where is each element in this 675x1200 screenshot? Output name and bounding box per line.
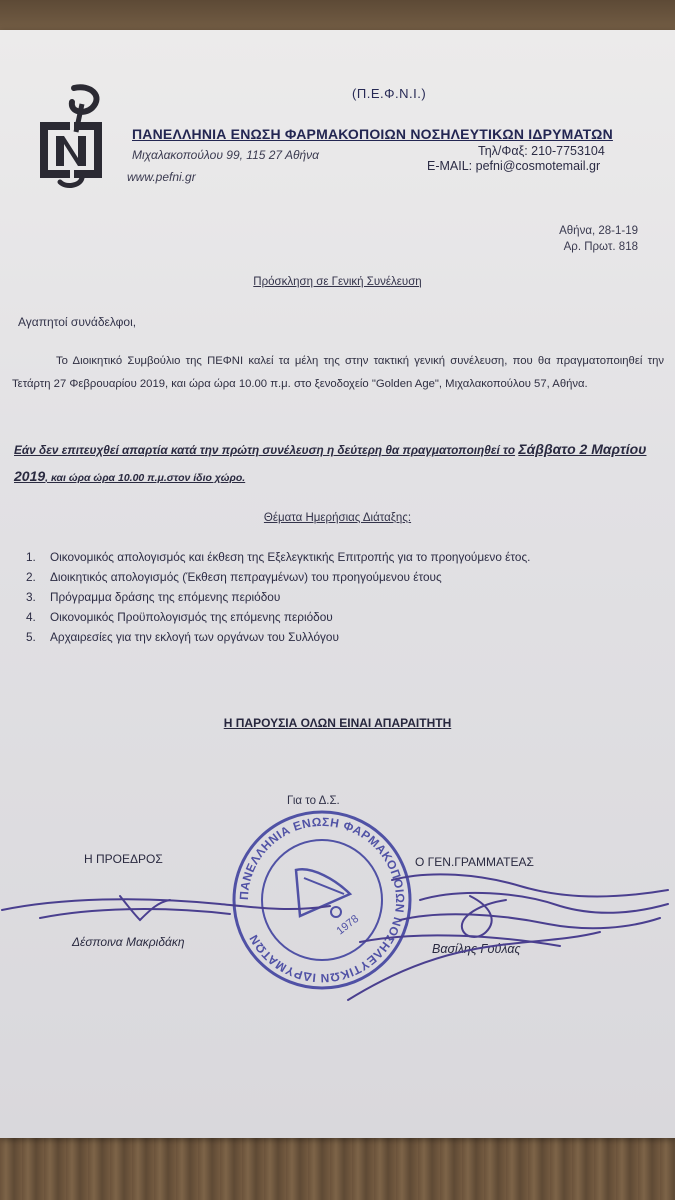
secretary-name: Βασίλης Γούλας [432, 942, 521, 956]
second-meeting-date: Σάββατο 2 Μαρτίου 2019 [14, 441, 647, 484]
organization-stamp [234, 812, 410, 988]
secretary-title: Ο ΓΕΝ.ΓΡΑΜΜΑΤΕΑΣ [415, 855, 534, 869]
document-subject: Πρόσκληση σε Γενική Συνέλευση [253, 276, 422, 288]
president-name: Δέσποινα Μακριδάκη [72, 935, 185, 949]
organization-email: E-MAIL: pefni@cosmotemail.gr [427, 159, 601, 173]
organization-phone: Τηλ/Φαξ: 210-7753104 [478, 144, 605, 158]
second-meeting-intro: Εάν δεν επιτευχθεί απαρτία κατά την πρώτη συνέλευση η δεύτερη θα πραγματοποιηθεί το [14, 443, 516, 457]
agenda-item: 1. Οικονομικός απολογισμός και έκθεση της Εξελεγκτικής Επιτροπής για το προηγούμενο έτος. [26, 550, 531, 564]
stamp-ring-text: ΠΑΝΕΛΛΗΝΙΑ ΕΝΩΣΗ ΦΑΡΜΑΚΟΠΟΙΩΝ ΝΟΣΗΛΕΥΤΙΚΩΝ ΙΔΡΥΜΑΤΩΝ [236, 814, 408, 986]
organization-abbreviation: (Π.Ε.Φ.Ν.Ι.) [352, 86, 427, 101]
president-title: Η ΠΡΟΕΔΡΟΣ [84, 852, 163, 866]
for-board-label: Για το Δ.Σ. [287, 795, 340, 807]
president-signature [2, 896, 330, 920]
agenda-item: 5. Αρχαιρεσίες για την εκλογή των οργάνων του Συλλόγου [26, 630, 339, 644]
organization-website: www.pefni.gr [127, 170, 196, 184]
attendance-notice: Η ΠΑΡΟΥΣΙΑ ΟΛΩΝ ΕΙΝΑΙ ΑΠΑΡΑΙΤΗΤΗ [223, 716, 452, 730]
invitation-paragraph: Το Διοικητικό Συμβούλιο της ΠΕΦΝΙ καλεί τα μέλη της στην τακτική γενική συνέλευση, που θα πραγματοποιηθεί την Τετάρτη 27 Φεβρουαρίου 2019, και ώρα ώρα 10.00 π.μ. στο ξενοδοχείο "Golden Age", Μιχαλακοπούλου 57, Αθήνα. [12, 355, 664, 390]
agenda-title: Θέματα Ημερήσιας Διάταξης: [263, 512, 412, 524]
organization-address: Μιχαλακοπούλου 99, 115 27 Αθήνα [132, 148, 320, 162]
stamp-year: 1978 [334, 912, 362, 938]
document-date: Αθήνα, 28-1-19 [559, 225, 638, 237]
agenda-item: 2. Διοικητικός απολογισμός (Έκθεση πεπραγμένων) του προηγούμενου έτους [26, 570, 442, 584]
organization-name: ΠΑΝΕΛΛΗΝΙΑ ΕΝΩΣΗ ΦΑΡΜΑΚΟΠΟΙΩΝ ΝΟΣΗΛΕΥΤΙΚΩΝ ΙΔΡΥΜΑΤΩΝ [132, 126, 613, 142]
protocol-number: Αρ. Πρωτ. 818 [563, 241, 638, 253]
second-meeting-rest: , και ώρα ώρα 10.00 π.μ.στον ίδιο χώρο. [45, 472, 246, 484]
agenda-item: 4. Οικονομικός Προϋπολογισμός της επόμενης περιόδου [26, 610, 333, 624]
agenda-item: 3. Πρόγραμμα δράσης της επόμενης περιόδου [26, 590, 281, 604]
greeting: Αγαπητοί συνάδελφοι, [18, 315, 137, 329]
